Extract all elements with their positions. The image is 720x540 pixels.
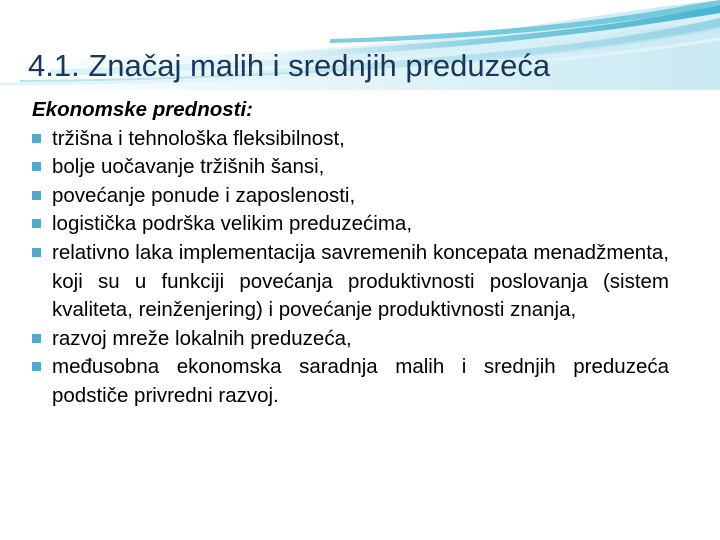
- bullet-text: logistička podrška velikim preduzećima,: [52, 212, 413, 236]
- bullet-text: relativno laka implementacija savremenih koncepata menadžmenta, koji su u funkciji povećanja produktivnosti poslovanja (sistem kvaliteta, reinženjering) i povećanje produktivnosti znanja,: [52, 240, 669, 322]
- slide-title: 4.1. Značaj malih i srednjih preduzeća: [28, 48, 551, 83]
- bullet-item: [32, 210, 669, 239]
- slide-content: [32, 96, 669, 496]
- square-bullet-icon: [32, 191, 41, 200]
- square-bullet-icon: [32, 219, 41, 228]
- bullet-list: [32, 125, 669, 411]
- bullet-item: [32, 353, 669, 410]
- bullet-text: razvoj mreže lokalnih preduzeća,: [52, 326, 352, 350]
- bullet-item: [32, 182, 669, 211]
- square-bullet-icon: [32, 248, 41, 257]
- bullet-item: [32, 239, 669, 325]
- section-heading: Ekonomske prednosti:: [32, 98, 253, 121]
- square-bullet-icon: [32, 162, 41, 171]
- square-bullet-icon: [32, 362, 41, 371]
- bullet-item: [32, 125, 669, 154]
- bullet-text: tržišna i tehnološka fleksibilnost,: [52, 126, 345, 150]
- square-bullet-icon: [32, 334, 41, 343]
- bullet-text: povećanje ponude i zaposlenosti,: [52, 183, 356, 207]
- square-bullet-icon: [32, 134, 41, 143]
- bullet-text: međusobna ekonomska saradnja malih i srednjih preduzeća podstiče privredni razvoj.: [52, 355, 669, 407]
- bullet-item: [32, 153, 669, 182]
- bullet-item: [32, 325, 669, 354]
- bullet-text: bolje uočavanje tržišnih šansi,: [52, 155, 325, 179]
